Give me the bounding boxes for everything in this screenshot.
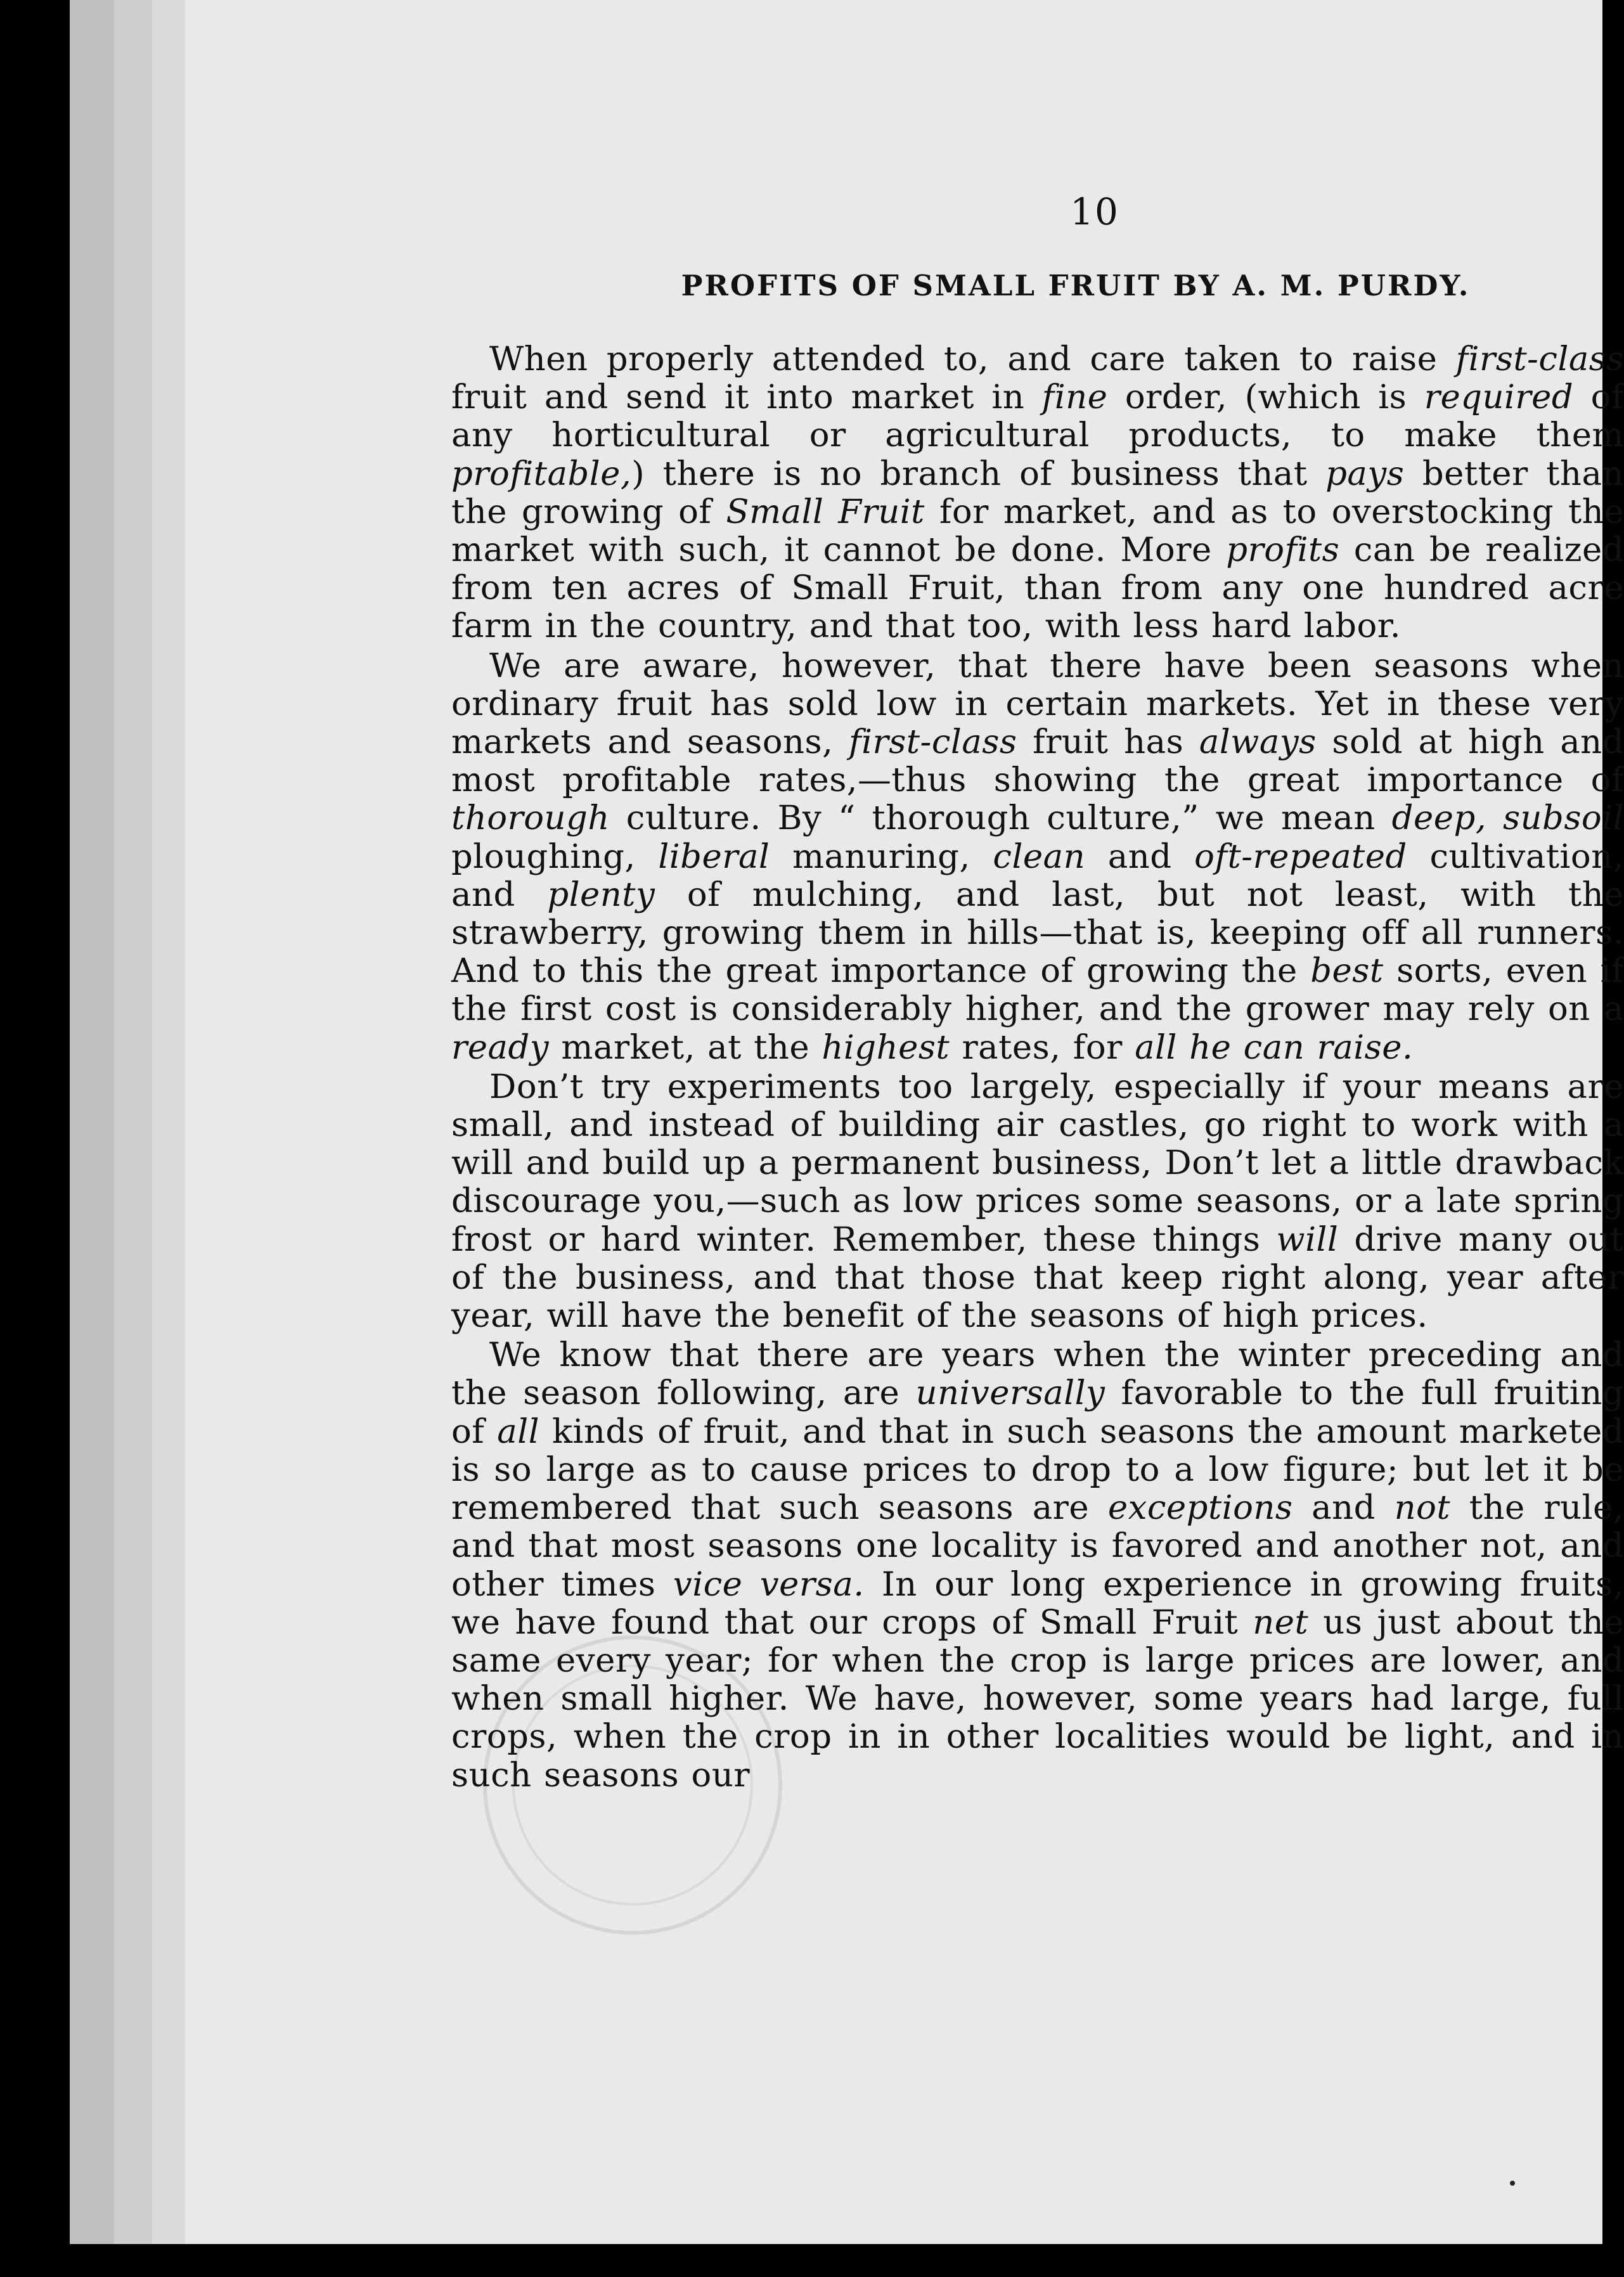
emphasis-text: exceptions (1107, 1488, 1293, 1528)
body-text: and (1085, 837, 1195, 876)
body-text: the rule, and that most seasons one locality is favored and another not, and other times (451, 1488, 1624, 1604)
body-text: manuring, (770, 837, 993, 876)
body-text: fruit has (1017, 723, 1199, 762)
emphasis-text: profitable, (451, 454, 632, 493)
emphasis-text: plenty (547, 875, 655, 914)
body-text: us just about the same every year; for when the crop is large prices are lower, and when small higher. We have, however, some years had large, full crops, when the crop in in other localities would be light, and in such seasons our (451, 1603, 1624, 1795)
body-text: culture. By “ thorough culture,” we mean (609, 799, 1392, 838)
paragraph (451, 1336, 1624, 1794)
emphasis-text: best (1310, 951, 1384, 991)
emphasis-text: oft-repeated (1194, 837, 1407, 876)
body-text: of any horticultural or agricultural products, to make them (451, 378, 1624, 455)
paragraph (451, 340, 1624, 646)
body-text: can be realized from ten acres of Small Fruit, than from any one hundred acre farm in the country, and that too, with less hard labor. (451, 531, 1624, 646)
body-text: cultivation, and (451, 837, 1624, 914)
body-text: ) there is no branch of business that (631, 454, 1326, 493)
body-text: better than the growing of (451, 454, 1624, 531)
emphasis-text: net (1253, 1603, 1309, 1642)
emphasis-text: first-class (1455, 340, 1624, 378)
article-title: PROFITS OF SMALL FRUIT BY A. M. PURDY. (681, 269, 1471, 302)
body-text: We are aware, however, that there have been seasons when ordinary fruit has sold low in certain markets. Yet in these very markets and seasons, (451, 646, 1624, 762)
emphasis-text: clean (993, 837, 1086, 876)
emphasis-text: vice versa. (673, 1564, 865, 1604)
emphasis-text: all (497, 1412, 540, 1451)
emphasis-text: Small Fruit (726, 492, 925, 531)
body-text: ploughing, (451, 837, 659, 876)
emphasis-text: highest (822, 1028, 950, 1067)
page-number: 10 (1070, 190, 1119, 233)
emphasis-text: first-class (849, 723, 1017, 762)
emphasis-text: fine (1041, 378, 1108, 417)
body-text: market, at the (549, 1028, 822, 1067)
page-content (451, 190, 1624, 1796)
body-text: sold at high and most profitable rates,—thus showing the great importance of (451, 723, 1624, 800)
emphasis-text: profits (1226, 531, 1340, 570)
body-text: sorts, even if the first cost is considerably higher, and the grower may rely on a (451, 951, 1624, 1029)
emphasis-text: ready (451, 1028, 550, 1067)
body-text: We know that there are years when the winter preceding and the season following, are (451, 1336, 1624, 1413)
body-text: When properly attended to, and care taken to raise (489, 340, 1456, 378)
emphasis-text: thorough (451, 799, 610, 838)
emphasis-text: liberal (658, 837, 770, 876)
body-text: for market, and as to overstocking the market with such, it cannot be done. More (451, 492, 1624, 570)
emphasis-text: deep, subsoil (1391, 799, 1624, 838)
body-text: kinds of fruit, and that in such seasons the amount marketed is so large as to cause prices to drop to a low figure; but let it be remembered that such seasons are (451, 1412, 1624, 1528)
body-text: favorable to the full fruiting of (451, 1374, 1624, 1451)
book-page (185, 0, 1624, 2244)
emphasis-text: always (1199, 723, 1317, 762)
scan-border (0, 2244, 1602, 2277)
emphasis-text: pays (1325, 454, 1405, 493)
body-text: drive many out of the business, and that those that keep right along, year after year, will have the benefit of the seasons of high prices. (451, 1220, 1624, 1336)
emphasis-text: required (1424, 378, 1574, 417)
body-text: Don’t try experiments too largely, especially if your means are small, and instead of building air castles, go right to work with a will and build up a permanent business, Don’t let a little drawback discourage you,—such as low prices some seasons, or a late spring frost or hard winter. Remember, these things (451, 1067, 1624, 1259)
body-text: fruit and send it into market in (451, 378, 1042, 417)
emphasis-text: universally (915, 1374, 1105, 1413)
body-text: and (1292, 1488, 1395, 1528)
ink-speck (1510, 2181, 1515, 2186)
emphasis-text: all he can raise. (1135, 1028, 1414, 1067)
body-text: order, (which is (1107, 378, 1424, 417)
emphasis-text: not (1394, 1488, 1451, 1528)
emphasis-text: will (1276, 1220, 1339, 1259)
body-text: of mulching, and last, but not least, with the strawberry, growing them in hills—that is, keeping off all runners. And to this the great importance of growing the (451, 875, 1624, 991)
body-text: In our long experience in growing fruits, we have found that our crops of Small Fruit (451, 1564, 1624, 1642)
paragraph (451, 647, 1624, 1067)
paragraph (451, 1068, 1624, 1335)
body-text: rates, for (950, 1028, 1135, 1067)
